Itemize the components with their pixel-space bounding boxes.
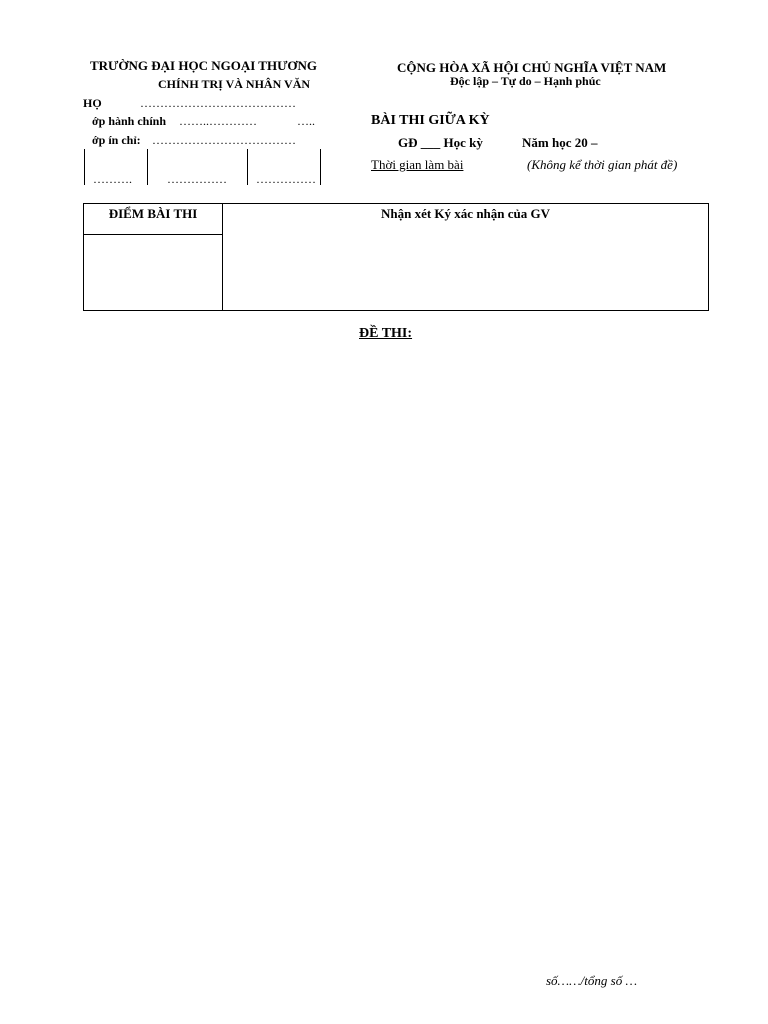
id-box-field-3[interactable]: …………… (256, 172, 316, 186)
exam-duration-label: Thời gian làm bài (371, 157, 464, 172)
id-box-divider (147, 149, 148, 185)
id-box-field-1[interactable]: ………. (93, 172, 132, 186)
comment-header: Nhận xét Ký xác nhận của GV (380, 206, 551, 221)
teacher-comment-cell[interactable] (223, 204, 708, 311)
student-name-label: HỌ (83, 96, 102, 110)
page-counter: số……/tổng số … (546, 973, 638, 988)
score-column (84, 204, 223, 310)
id-box-divider (320, 149, 321, 185)
school-name: TRƯỜNG ĐẠI HỌC NGOẠI THƯƠNG (90, 58, 318, 73)
exam-heading: ĐỀ THI: (359, 326, 413, 341)
score-entry-cell[interactable] (84, 235, 222, 309)
credit-class-field[interactable]: ……………………………… (152, 133, 296, 147)
score-table (83, 203, 709, 311)
id-box-divider (84, 149, 85, 185)
admin-class-label: ớp hành chính (92, 114, 167, 128)
exam-phase-semester: GĐ ___ Học kỳ (398, 135, 483, 150)
id-box-divider (247, 149, 248, 185)
department-name: CHÍNH TRỊ VÀ NHÂN VĂN (158, 77, 311, 91)
score-header: ĐIỂM BÀI THI (84, 204, 222, 235)
exam-duration-note: (Không kể thời gian phát đề) (527, 157, 678, 172)
national-motto: Độc lập – Tự do – Hạnh phúc (450, 74, 601, 88)
credit-class-label: ớp ín chỉ: (92, 133, 141, 147)
id-box-field-2[interactable]: …………… (167, 172, 227, 186)
academic-year: Năm học 20 – (522, 135, 598, 150)
admin-class-field[interactable]: ……..………… (179, 114, 257, 128)
admin-class-field-end[interactable]: ….. (297, 114, 315, 128)
nation-title: CỘNG HÒA XÃ HỘI CHỦ NGHĨA VIỆT NAM (397, 60, 667, 75)
student-name-field[interactable]: ………………………………… (140, 96, 296, 110)
exam-title: BÀI THI GIỮA KỲ (371, 113, 490, 128)
